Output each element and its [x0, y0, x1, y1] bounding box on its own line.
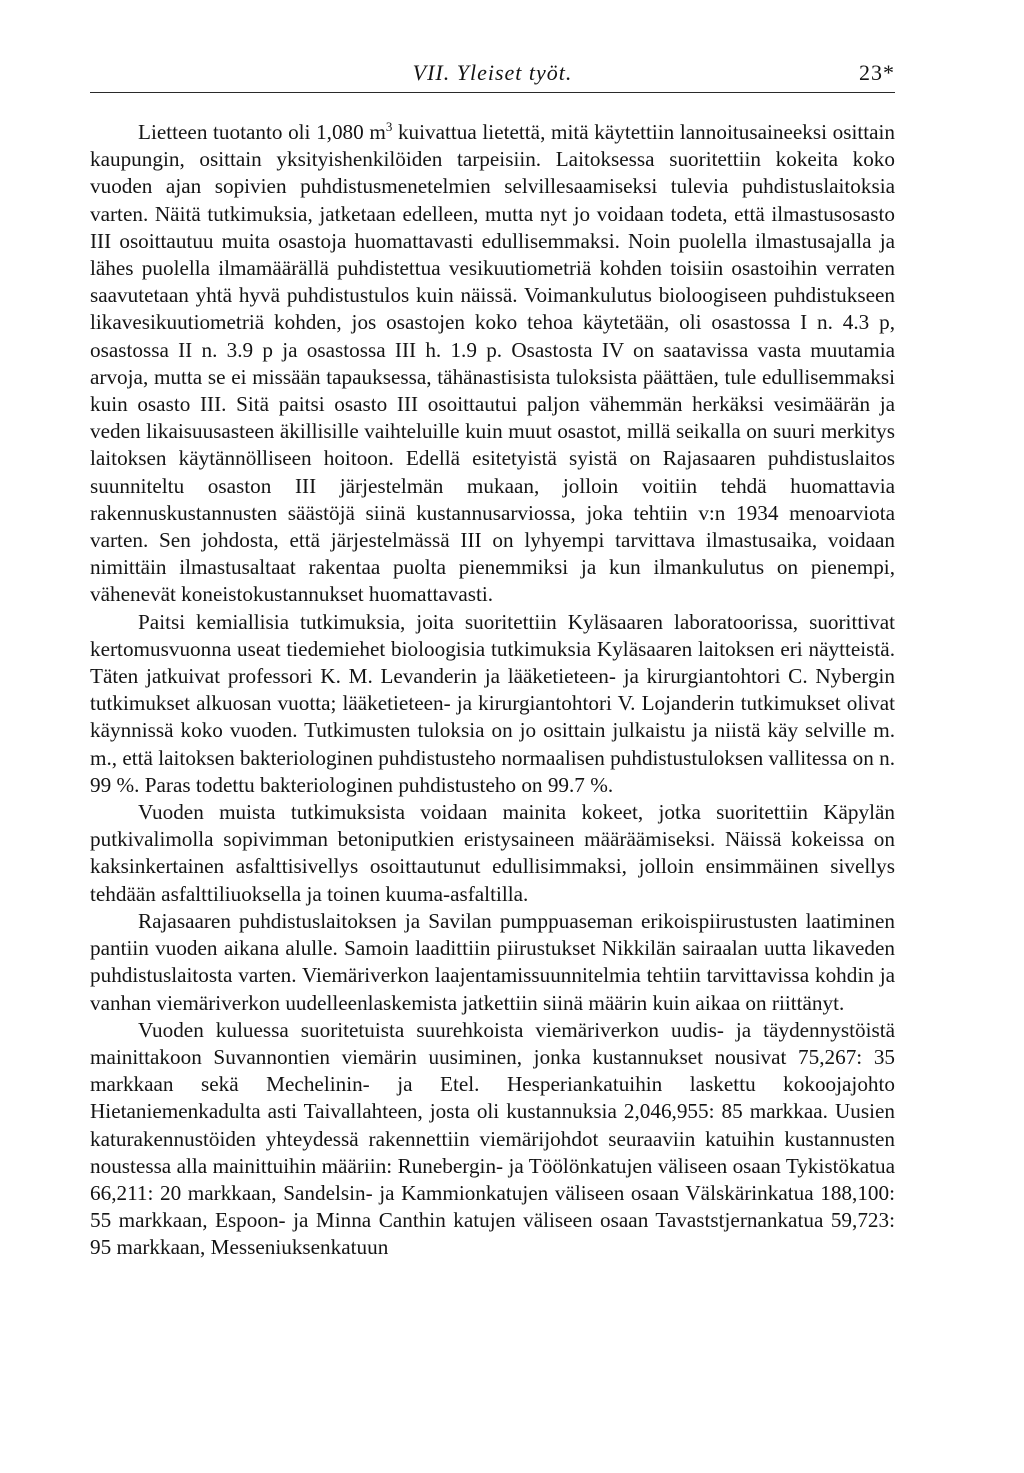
paragraph-biological-research: Paitsi kemiallisia tutkimuksia, joita suoritettiin Kyläsaaren laboratoorissa, suorittivat kertomusvuonna useat tiedemiehet bioloogisia tutkimuksia Kyläsaaren laitoksen eri näytteistä. Täten jatkuivat professori K. M. Levanderin ja lääketieteen- ja kirurgiantohtori C. Nybergin tutkimukset alkuosan vuotta; lääketieteen- ja kirurgiantohtori V. Lojanderin tutkimukset olivat käynnissä koko vuoden. Tutkimusten tuloksia on jo osittain julkaistu ja niistä käy selville m. m., että laitoksen bakteriologinen puhdistusteho normaalisen puhdistustuloksen vallitessa on n. 99 %. Paras todettu bakteriologinen puhdistusteho on 99.7 %. [90, 609, 896, 797]
paragraph-pipe-insulation-tests: Vuoden muista tutkimuksista voidaan mainita kokeet, jotka suoritettiin Käpylän putkivalimolla sopivimman betoniputkien eristysaineen määräämiseksi. Näissä kokeissa on kaksinkertainen asfalttisivellys osoittautunut edullisimmaksi, jolloin ensimmäinen sivellys tehdään asfalttiliuoksella ja toinen kuuma-asfaltilla. [90, 800, 895, 906]
paragraph-sludge-production [90, 119, 895, 609]
running-head: VII. Yleiset työt. [412, 60, 573, 85]
page-header [90, 58, 895, 93]
paragraph-text: Lietteen tuotanto oli 1,080 m [138, 120, 386, 144]
document-page [90, 58, 895, 1262]
paragraph-text: kuivattua lietettä, mitä käytettiin lannoitusaineeksi osittain kaupungin, osittain yksityishenkilöiden tarpeisiin. Laitoksessa suoritettiin kokeita koko vuoden ajan sopivien puhdistusmenetelmien selvillesaamiseksi tulevia puhdistuslaitoksia varten. Näitä tutkimuksia, jatketaan edelleen, mutta nyt jo voidaan todeta, että ilmastusosasto III osoittautuu muita osastoja huomattavasti edullisemmaksi. Noin puolella ilmastusajalla ja lähes puolella ilmamäärällä puhdistettua vesikuutiometriä kohden toisiin osastoihin verraten saavutetaan yhtä hyvä puhdistustulos kuin näissä. Voimankulutus bioloogiseen puhdistukseen likavesikuutiometriä kohden, jos osastojen koko tehoa käytetään, oli osastossa I n. 4.3 p, osastossa II n. 3.9 p ja osastossa III h. 1.9 p. Osastosta IV on saatavissa vasta muutamia arvoja, mutta se ei missään tapauksessa, tähänastisista tuloksista päättäen, tule edullisemmaksi kuin osasto III. Sitä paitsi osasto III osoittautui paljon vähemmän herkäksi vesimäärän ja veden likaisuusasteen äkillisille vaihteluille kuin muut osastot, millä seikalla on suuri merkitys laitoksen käytännölliseen hoitoon. Edellä esitetyistä syistä on Rajasaaren puhdistuslaitos suunniteltu osaston III järjestelmän mukaan, jolloin voitiin tehdä huomattavia rakennuskustannusten säästöjä siinä kustannusarviossa, joka tehtiin v:n 1934 menoarviota varten. Sen johdosta, että järjestelmässä III on lyhyempi tarvittava ilmastusaika, voidaan nimittäin ilmastusaltaat rakentaa puolta pienemmiksi ja kun ilmankulutus on pienempi, vähenevät koneistokustannukset huomattavasti. [90, 120, 895, 607]
page-number: 23* [859, 60, 895, 85]
paragraph-sewer-works: Vuoden kuluessa suoritetuista suurehkoista viemäriverkon uudis- ja täydennystöistä mainittakoon Suvannontien viemärin uusiminen, jonka kustannukset nousivat 75,267: 35 markkaan sekä Mechelinin- ja Etel. Hesperiankatuihin laskettu kokoojajohto Hietaniemenkadulta asti Taivallahteen, josta oli kustannuksia 2,046,955: 85 markkaa. Uusien katurakennustöiden yhteydessä rakennettiin viemärijohdot seuraaviin katuihin kustannusten noustessa alla mainittuihin määriin: Runebergin- ja Töölönkatujen väliseen osaan Tykistökatua 66,211: 20 markkaan, Sandelsin- ja Kammionkatujen väliseen osaan Välskärinkatua 188,100: 55 markkaan, Espoon- ja Minna Canthin katujen väliseen osaan Tavaststjernankatua 59,723: 95 markkaan, Messeniuksenkatuun [90, 1017, 895, 1260]
superscript-cube: 3 [385, 118, 393, 134]
paragraph-drawings: Rajasaaren puhdistuslaitoksen ja Savilan pumppuaseman erikoispiirustusten laatiminen pantiin vuoden aikana alulle. Samoin laadittiin piirustukset Nikkilän sairaalan uutta likaveden puhdistuslaitosta varten. Viemäriverkon laajentamissuunnitelmia tehtiin tarvittavissa kohdin ja vanhan viemäriverkon uudelleenlaskemista jatkettiin siinä määrin kuin aikaa on riittänyt. [90, 908, 895, 1015]
page-body [90, 119, 895, 1262]
